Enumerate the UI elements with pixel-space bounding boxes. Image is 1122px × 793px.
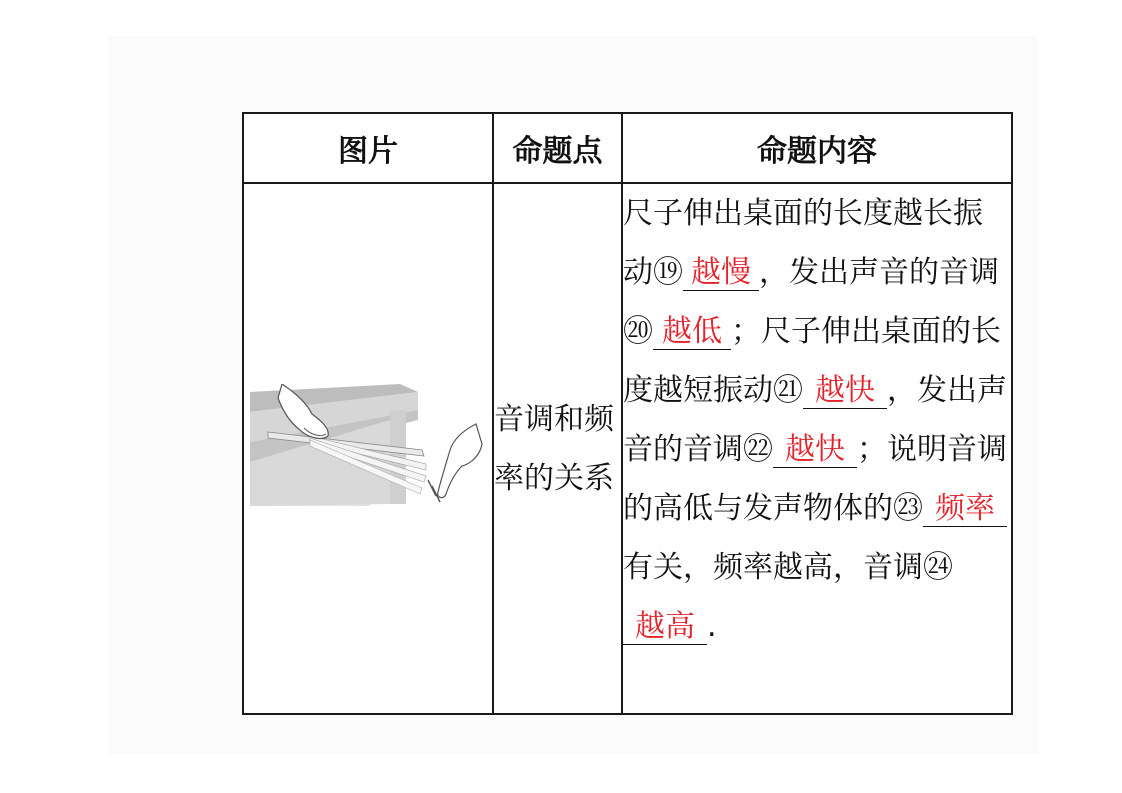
answer-blank-19: 越慢 — [683, 256, 759, 291]
header-content: 命题内容 — [622, 113, 1012, 183]
blank-number-23: ㉓ — [893, 491, 923, 526]
knowledge-table — [242, 112, 1013, 715]
proposition-content-cell: 尺子伸出桌面的长度越长振动⑲ 越慢 ，发出声音的音调⑳ 越低 ；尺子伸出桌面的长度越短振动㉑ 越快 ，发出声音的音调㉒ 越快 ；说明音调的高低与发声物体的㉓ 频率有关，频率越高，音调㉔越高 . — [622, 183, 1012, 714]
blank-number-22: ㉒ — [743, 432, 773, 467]
answer-blank-23: 频率 — [923, 492, 1007, 527]
blank-number-20: ⑳ — [623, 314, 653, 349]
answer-blank-21: 越快 — [803, 374, 887, 409]
answer-blank-20: 越低 — [653, 315, 731, 350]
table-header-row — [243, 113, 1012, 183]
blank-number-24: ㉔ — [923, 550, 953, 585]
header-point: 命题点 — [493, 113, 622, 183]
header-image: 图片 — [243, 113, 493, 183]
blank-number-21: ㉑ — [773, 373, 803, 408]
ruler-on-table-illustration — [250, 384, 486, 514]
answer-blank-22: 越快 — [773, 433, 857, 468]
proposition-point-cell: 音调和频率的关系 — [493, 183, 622, 714]
answer-blank-24: 越高 — [623, 610, 707, 645]
blank-number-19: ⑲ — [653, 255, 683, 290]
table-row — [243, 183, 1012, 714]
image-cell — [243, 183, 493, 714]
